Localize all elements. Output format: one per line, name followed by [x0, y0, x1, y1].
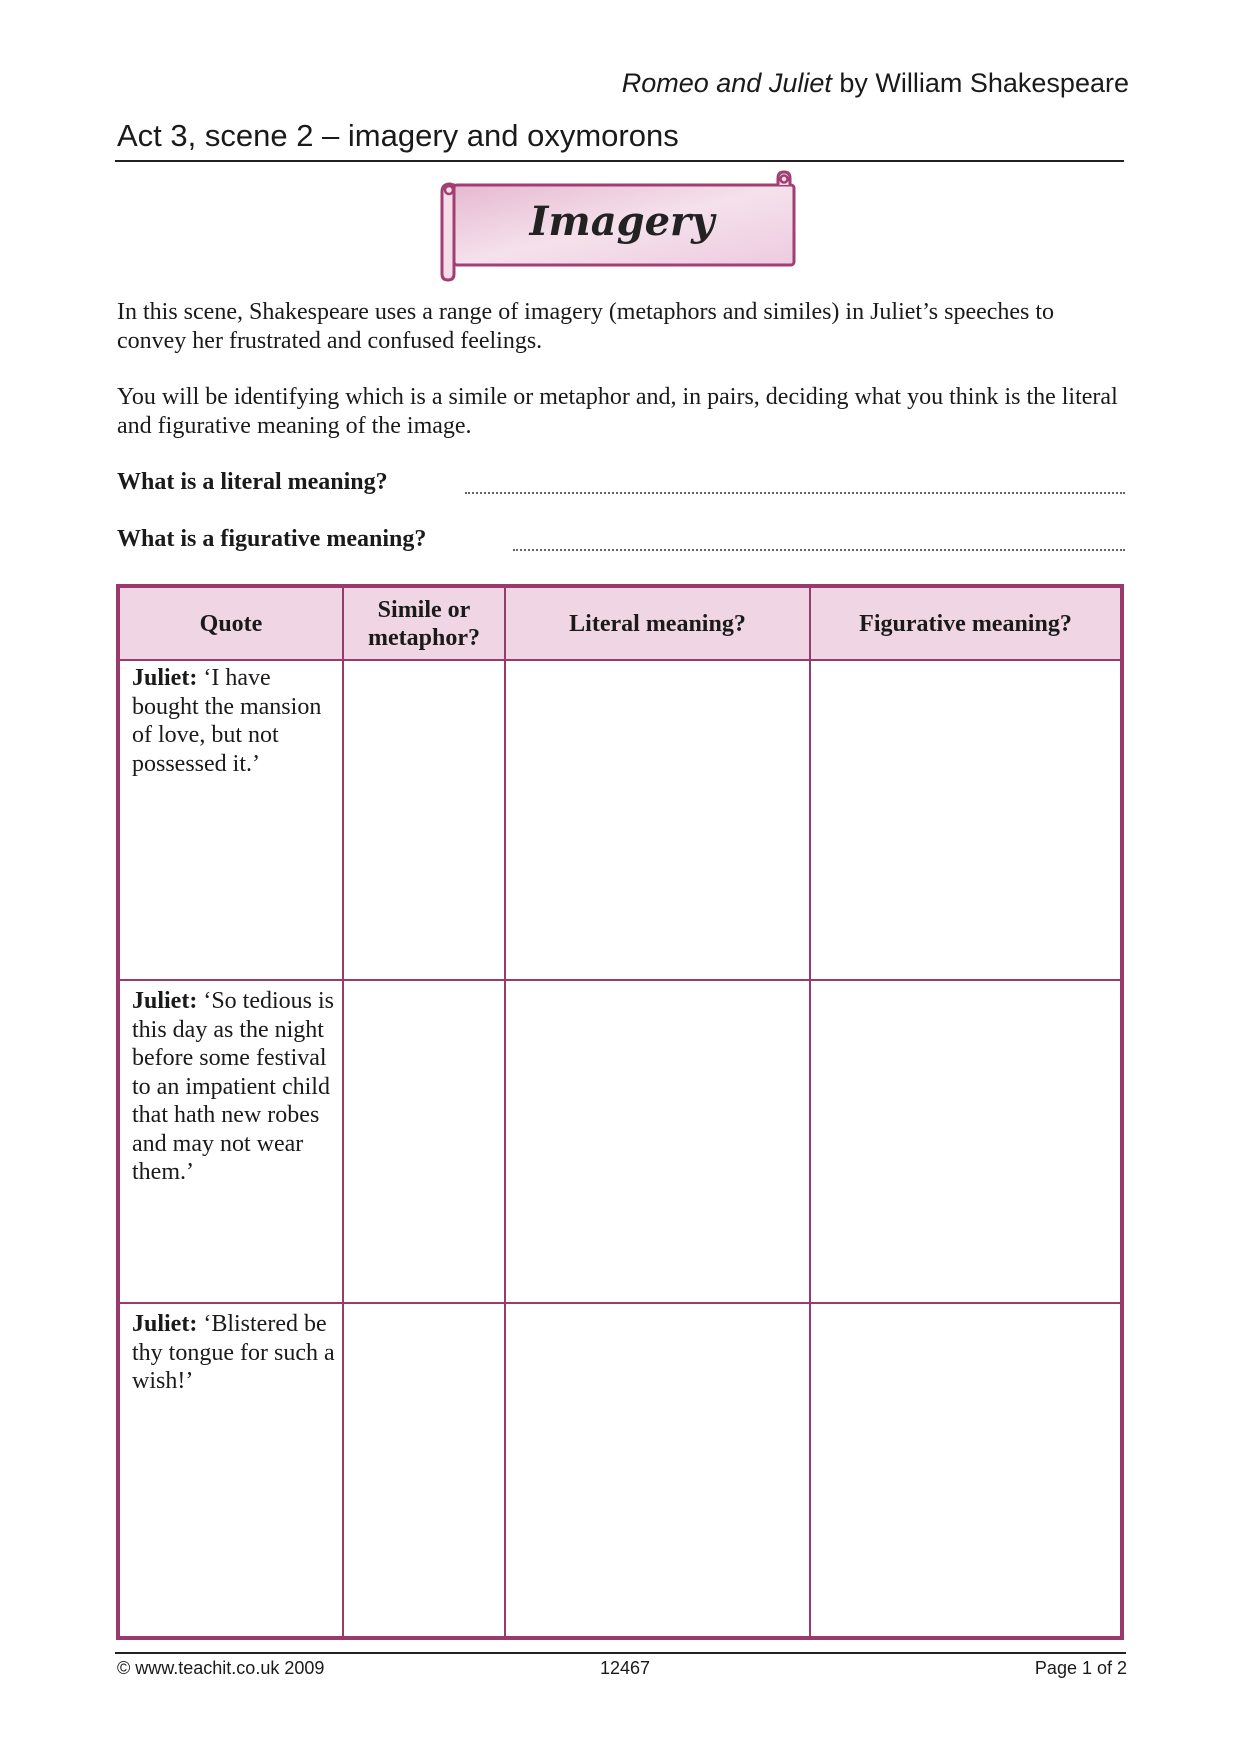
imagery-banner	[440, 170, 804, 284]
banner-label: Imagery	[529, 198, 715, 245]
column-divider	[809, 588, 811, 1636]
speaker-label: Juliet:	[132, 665, 198, 691]
speaker-label: Juliet:	[132, 988, 198, 1014]
row-divider	[120, 1302, 1120, 1304]
header-simile-or-metaphor: Simile or metaphor?	[368, 596, 480, 651]
row-divider	[120, 979, 1120, 981]
header-literal-meaning: Literal meaning?	[569, 610, 746, 637]
instructions-paragraph: You will be identifying which is a simile or metaphor and, in pairs, deciding what you think is the literal and figurative meaning of the image.	[117, 384, 1118, 439]
table-row-quote	[132, 664, 342, 778]
table-row-quote	[132, 987, 342, 1187]
intro-paragraph: In this scene, Shakespeare uses a range of imagery (metaphors and similes) in Juliet’s speeches to convey her frustrated and confused feelings.	[117, 299, 1055, 354]
page-title: Act 3, scene 2 – imagery and oxymorons	[117, 118, 679, 153]
column-divider	[504, 588, 506, 1636]
play-title: Romeo and Juliet	[621, 68, 832, 98]
footer-code: 12467	[600, 1658, 651, 1678]
figurative-answer-line[interactable]	[513, 549, 1125, 551]
imagery-table	[116, 584, 1124, 1640]
table-row-quote	[132, 1310, 342, 1396]
footer-page-number: Page 1 of 2	[1034, 1658, 1127, 1678]
literal-meaning-question: What is a literal meaning?	[117, 469, 388, 495]
title-divider	[115, 160, 1124, 162]
quote-text: ‘Blistered be thy tongue for such a wish!’	[132, 1311, 335, 1394]
figurative-meaning-question: What is a figurative meaning?	[117, 526, 427, 552]
header-title	[622, 68, 1129, 99]
literal-answer-line[interactable]	[465, 492, 1125, 494]
header-quote: Quote	[199, 610, 263, 637]
column-divider	[342, 588, 344, 1636]
footer-divider	[115, 1652, 1126, 1654]
quote-text: ‘So tedious is this day as the night before some festival to an impatient child that hath new robes and may not wear them.’	[132, 988, 335, 1185]
footer-copyright: © www.teachit.co.uk 2009	[117, 1658, 325, 1678]
author-text: by William Shakespeare	[839, 68, 1129, 98]
speaker-label: Juliet:	[132, 1311, 198, 1337]
quote-text: ‘I have bought the mansion of love, but not possessed it.’	[132, 665, 322, 777]
header-figurative-meaning: Figurative meaning?	[859, 610, 1072, 637]
